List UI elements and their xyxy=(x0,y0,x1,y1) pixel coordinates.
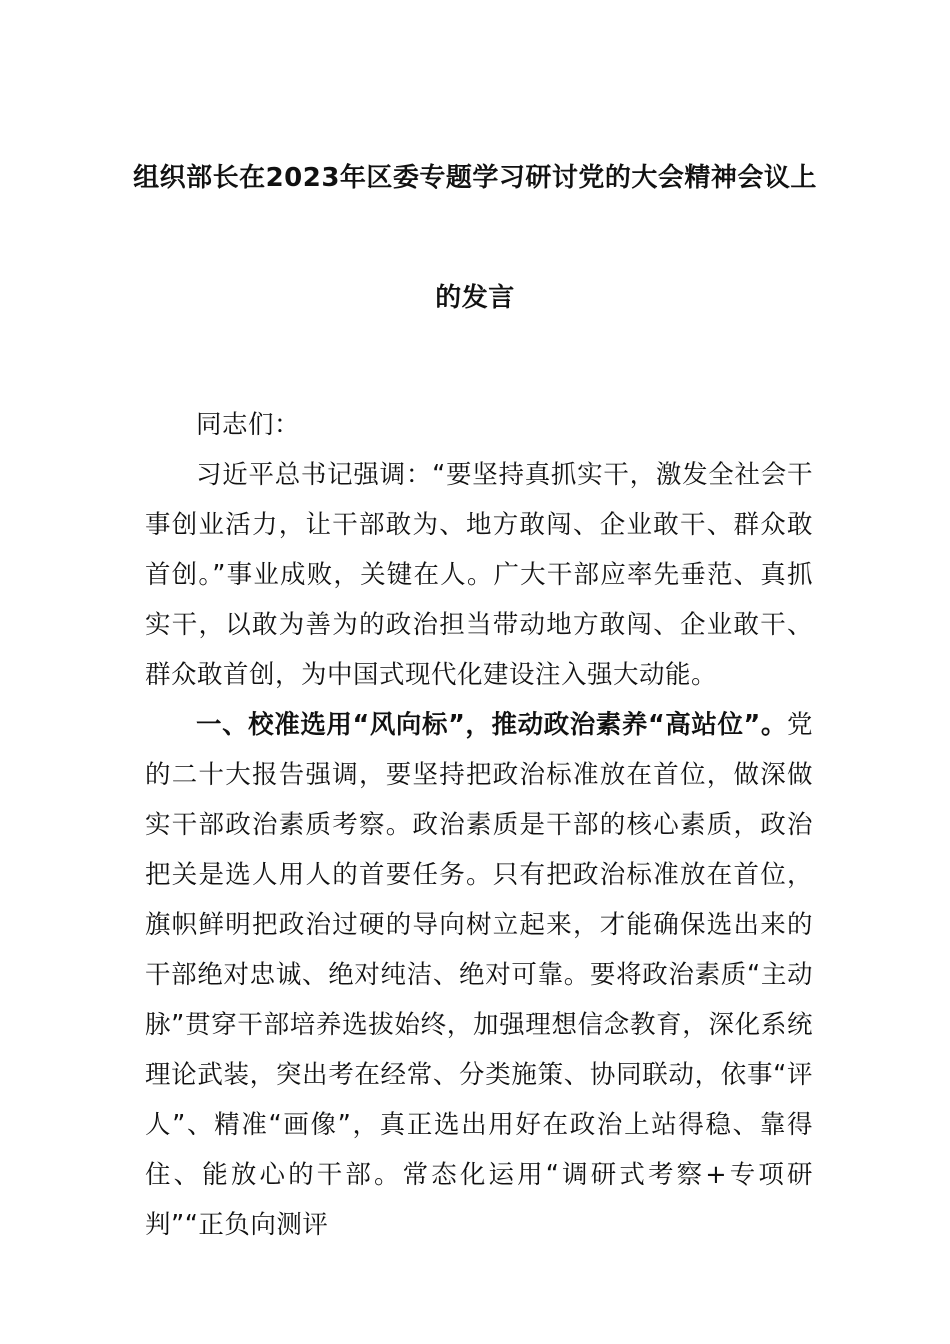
salutation xyxy=(145,400,813,450)
section-1-heading: 一、校准选用“风向标”，推动政治素养“高站位”。 xyxy=(196,710,787,740)
paragraph-intro xyxy=(145,450,813,700)
section-1-paragraph xyxy=(145,700,813,1250)
section-1-body: 党的二十大报告强调，要坚持把政治标准放在首位，做深做实干部政治素质考察。政治素质是干部的核心素质，政治把关是选人用人的首要任务。只有把政治标准放在首位，旗帜鲜明把政治过硬的导向树立起来，才能确保选出来的干部绝对忠诚、绝对纯洁、绝对可靠。要将政治素质“主动脉”贯穿干部培养选拔始终，加强理想信念教育，深化系统理论武装，突出考在经常、分类施策、协同联动，依事“评人”、精准“画像”，真正选出用好在政治上站得稳、靠得住、能放心的干部。常态化运用“调研式考察+专项研判”“正负向测评 xyxy=(145,710,813,1240)
document-title-line-2: 的发言 xyxy=(435,283,515,313)
salutation-text: 同志们： xyxy=(196,410,301,440)
paragraph-intro-text: 习近平总书记强调：“要坚持真抓实干，激发全社会干事创业活力，让干部敢为、地方敢闯、企业敢干、群众敢首创。”事业成败，关键在人。广大干部应率先垂范、真抓实干，以敢为善为的政治担当带动地方敢闯、企业敢干、群众敢首创，为中国式现代化建设注入强大动能。 xyxy=(145,460,813,690)
document-title-line-1: 组织部长在2023年区委专题学习研讨党的大会精神会议上 xyxy=(133,163,817,193)
section-1 xyxy=(145,700,813,1250)
